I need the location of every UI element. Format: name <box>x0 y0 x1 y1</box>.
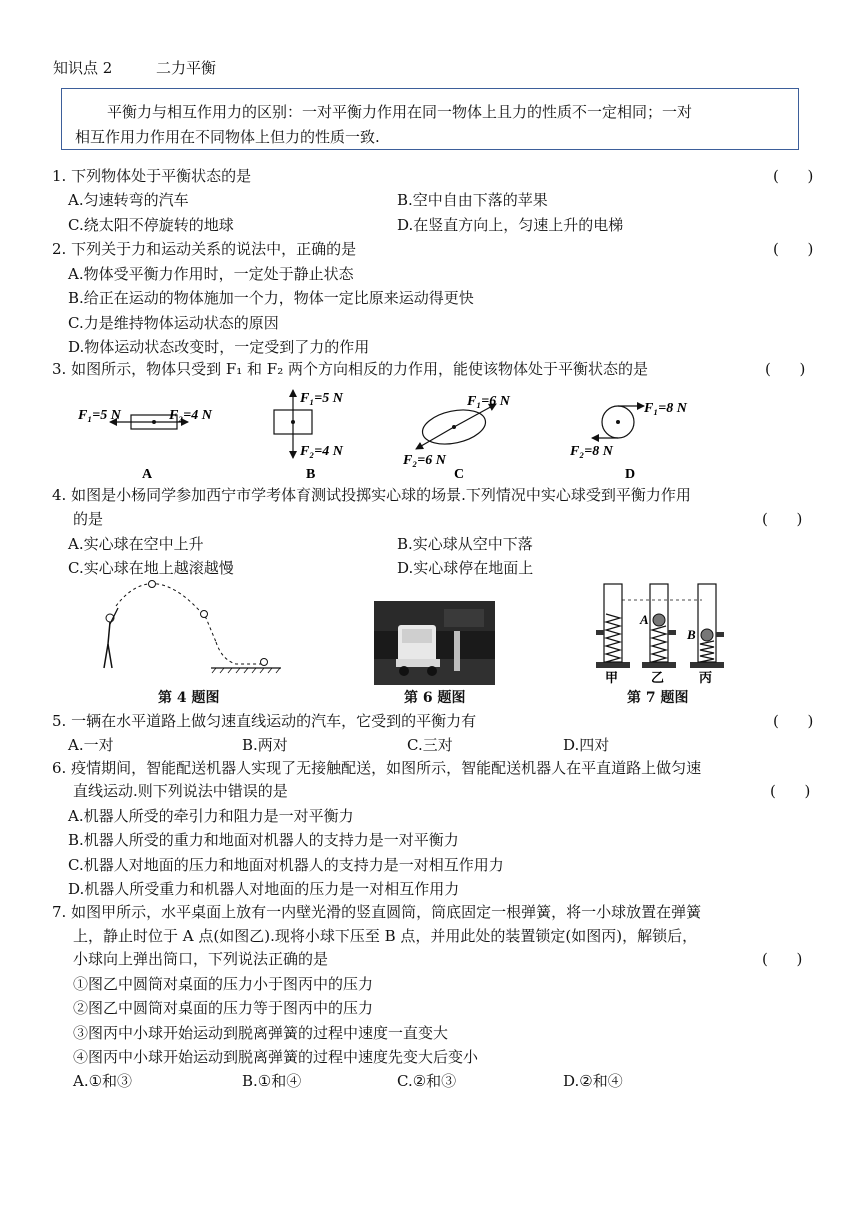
q3-figure-b <box>274 390 344 482</box>
fig4-caption: 第 4 题图 <box>158 690 220 706</box>
q3-force-figures <box>70 386 800 486</box>
q7-answer-paren: ( ) <box>762 950 803 968</box>
fig7-caption: 第 7 题图 <box>627 690 689 706</box>
q3-figure-d <box>569 401 688 482</box>
q3-d-f2-label: F₂=8 N <box>570 444 613 459</box>
q2-option-c: C.力是维持物体运动状态的原因 <box>68 314 279 332</box>
q3-d-f1-label: F₁=8 N <box>644 401 687 416</box>
q3-b-f1-label: F₁=5 N <box>300 391 343 406</box>
q7-stem-line-2: 上，静止时位于 A 点(如图乙).现将小球下压至 B 点，并用此处的装置锁定(如图丙)，解锁后， <box>73 927 698 945</box>
q2-answer-paren: ( ) <box>773 240 814 258</box>
note-line-2: 相互作用力作用在不同物体上但力的性质一致. <box>75 128 380 146</box>
q1-option-d: D.在竖直方向上，匀速上升的电梯 <box>397 216 624 234</box>
q6-option-a: A.机器人所受的牵引力和阻力是一对平衡力 <box>68 807 354 825</box>
q3-stem: 3. 如图所示，物体只受到 F₁ 和 F₂ 两个方向相反的力作用，能使该物体处于平衡状态的是 <box>52 360 648 378</box>
q5-option-c: C.三对 <box>407 736 453 754</box>
fig4-shot-put-illustration <box>96 578 286 688</box>
q5-option-d: D.四对 <box>563 736 610 754</box>
fig7-point-b: B <box>687 627 696 642</box>
q4-option-a: A.实心球在空中上升 <box>68 535 204 553</box>
fig7-label-jia: 甲 <box>605 670 619 685</box>
q1-option-b: B.空中自由下落的苹果 <box>397 191 548 209</box>
q6-stem-line-1: 6. 疫情期间，智能配送机器人实现了无接触配送，如图所示，智能配送机器人在平直道路上做匀速 <box>52 759 702 777</box>
q2-stem: 2. 下列关于力和运动关系的说法中，正确的是 <box>52 240 357 258</box>
q5-stem: 5. 一辆在水平道路上做匀速直线运动的汽车，它受到的平衡力有 <box>52 712 477 730</box>
q5-option-b: B.两对 <box>242 736 288 754</box>
q7-statement-2: ②图乙中圆筒对桌面的压力等于图丙中的压力 <box>73 999 374 1017</box>
section-title: 二力平衡 <box>156 59 217 77</box>
q2-option-b: B.给正在运动的物体施加一个力，物体一定比原来运动得更快 <box>68 289 474 307</box>
fig7-point-a: A <box>640 612 649 627</box>
q3-a-f1-label: F₁=5 N <box>78 408 121 423</box>
q1-option-a: A.匀速转弯的汽车 <box>68 191 189 209</box>
q7-option-d: D.②和④ <box>563 1072 623 1090</box>
q5-answer-paren: ( ) <box>773 712 814 730</box>
q3-d-label: D <box>625 467 636 482</box>
q7-stem-line-1: 7. 如图甲所示，水平桌面上放有一内壁光滑的竖直圆筒，筒底固定一根弹簧，将一小球放置在弹簧 <box>52 903 702 921</box>
q4-stem-line-1: 4. 如图是小杨同学参加西宁市学考体育测试投掷实心球的场景.下列情况中实心球受到平衡力作用 <box>52 486 691 504</box>
q3-answer-paren: ( ) <box>765 360 806 378</box>
q3-a-f2-label: F₂=4 N <box>169 408 212 423</box>
q7-statement-3: ③图丙中小球开始运动到脱离弹簧的过程中速度一直变大 <box>73 1024 449 1042</box>
q4-option-d: D.实心球停在地面上 <box>397 559 534 577</box>
q6-answer-paren: ( ) <box>770 782 811 800</box>
q6-stem-line-2: 直线运动.则下列说法中错误的是 <box>73 782 288 800</box>
q7-option-b: B.①和④ <box>242 1072 302 1090</box>
q1-option-c: C.绕太阳不停旋转的地球 <box>68 216 234 234</box>
q6-option-b: B.机器人所受的重力和地面对机器人的支持力是一对平衡力 <box>68 831 459 849</box>
q3-b-f2-label: F₂=4 N <box>300 444 343 459</box>
q5-option-a: A.一对 <box>68 736 114 754</box>
note-line-1: 平衡力与相互作用力的区别：一对平衡力作用在同一物体上且力的性质不一定相同；一对 <box>107 103 693 121</box>
q3-c-f2-label: F₂=6 N <box>403 453 446 468</box>
q3-b-label: B <box>306 467 316 482</box>
q4-option-b: B.实心球从空中下落 <box>397 535 533 553</box>
q1-stem: 1. 下列物体处于平衡状态的是 <box>52 167 252 185</box>
q3-figure-c <box>402 394 511 482</box>
q4-answer-paren: ( ) <box>762 510 803 528</box>
section-label: 知识点 2 <box>53 59 113 77</box>
fig7-label-bing: 丙 <box>699 670 713 685</box>
fig7-spring-cylinders <box>592 578 732 688</box>
fig6-caption: 第 6 题图 <box>404 690 466 706</box>
q7-option-a: A.①和③ <box>73 1072 133 1090</box>
fig7-label-yi: 乙 <box>651 670 665 685</box>
q7-statement-1: ①图乙中圆筒对桌面的压力小于图丙中的压力 <box>73 975 374 993</box>
q7-option-c: C.②和③ <box>397 1072 457 1090</box>
q4-stem-line-2: 的是 <box>73 510 104 528</box>
q2-option-a: A.物体受平衡力作用时，一定处于静止状态 <box>68 265 354 283</box>
q6-option-c: C.机器人对地面的压力和地面对机器人的支持力是一对相互作用力 <box>68 856 504 874</box>
q3-figure-a <box>77 408 213 482</box>
q1-answer-paren: ( ) <box>773 167 814 185</box>
q3-c-f1-label: F₁=6 N <box>467 394 510 409</box>
q3-a-label: A <box>142 467 153 482</box>
fig6-robot-photo <box>374 601 495 685</box>
q6-option-d: D.机器人所受重力和机器人对地面的压力是一对相互作用力 <box>68 880 460 898</box>
q4-option-c: C.实心球在地上越滚越慢 <box>68 559 234 577</box>
q7-stem-line-3: 小球向上弹出筒口，下列说法正确的是 <box>73 950 329 968</box>
q7-statement-4: ④图丙中小球开始运动到脱离弹簧的过程中速度先变大后变小 <box>73 1048 479 1066</box>
q3-c-label: C <box>454 467 465 482</box>
q2-option-d: D.物体运动状态改变时，一定受到了力的作用 <box>68 338 370 356</box>
